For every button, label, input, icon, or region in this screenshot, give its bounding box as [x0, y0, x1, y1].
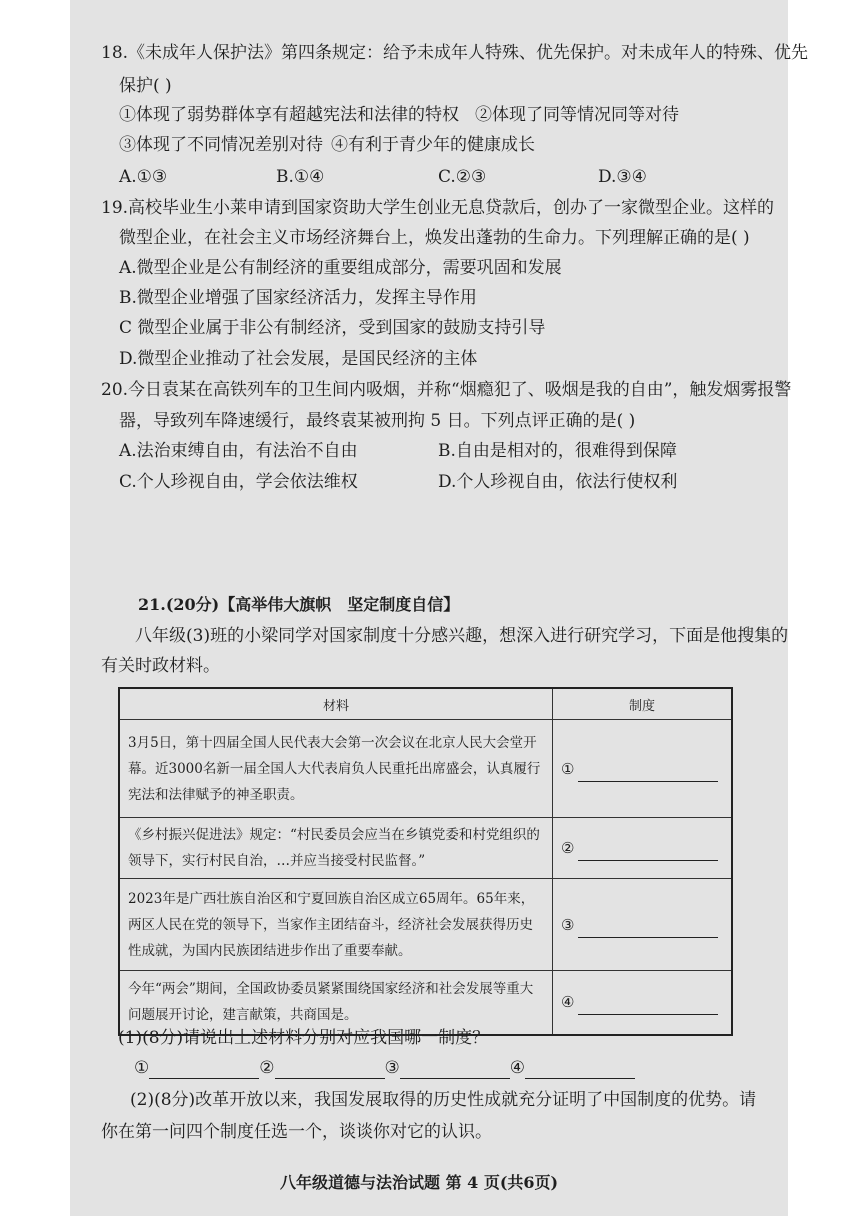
answer-blank-3[interactable]	[400, 1062, 510, 1079]
row-marker: ③	[561, 915, 575, 934]
table-row	[119, 879, 732, 971]
q18-statement-3: ③体现了不同情况差别对待	[119, 135, 323, 155]
q19-option-a: A.微型企业是公有制经济的重要组成部分，需要巩固和发展	[119, 258, 562, 278]
row-marker: ①	[561, 759, 575, 778]
q19-stem-line2: 微型企业，在社会主义市场经济舞台上，焕发出蓬勃的生命力。下列理解正确的是( )	[119, 228, 750, 248]
q21-title: 21.(20分)【高举伟大旗帜 坚定制度自信】	[138, 595, 460, 614]
q18-statement-4: ④有利于青少年的健康成长	[331, 135, 535, 155]
q19-option-b: B.微型企业增强了国家经济活力，发挥主导作用	[119, 288, 477, 308]
q21-sub1-blanks	[134, 1057, 635, 1079]
q21-sub2-line2: 你在第一问四个制度任选一个，谈谈你对它的认识。	[101, 1122, 492, 1142]
q18-option-b: B.①④	[276, 167, 325, 187]
blank-marker-3: ③	[384, 1058, 400, 1078]
material-cell: 今年“两会”期间，全国政协委员紧紧围绕国家经济和社会发展等重大问题展开讨论，建言献策，共商国是。	[119, 971, 553, 1035]
row-marker: ④	[561, 993, 575, 1012]
row-marker: ②	[561, 839, 575, 857]
q21-intro-line1: 八年级(3)班的小梁同学对国家制度十分感兴趣，想深入进行研究学习，下面是他搜集的	[135, 626, 789, 646]
q20-option-d: D.个人珍视自由，依法行使权利	[438, 472, 678, 492]
answer-cell	[553, 971, 733, 1035]
q18-option-d: D.③④	[598, 167, 647, 187]
q18-statement-2: ②体现了同等情况同等对待	[475, 105, 679, 125]
blank-marker-4: ④	[509, 1058, 525, 1078]
material-cell: 3月5日，第十四届全国人民代表大会第一次会议在北京人民大会堂开幕。近3000名新一届全国人大代表肩负人民重托出席盛会，认真履行宪法和法律赋予的神圣职责。	[119, 720, 553, 818]
page-footer: 八年级道德与法治试题 第 4 页(共6页)	[280, 1173, 559, 1192]
material-cell: 2023年是广西壮族自治区和宁夏回族自治区成立65周年。65年来，两区人民在党的领导下，当家作主团结奋斗，经济社会发展获得历史性成就，为国内民族团结进步作出了重要奉献。	[119, 879, 553, 971]
material-cell: 《乡村振兴促进法》规定：“村民委员会应当在乡镇党委和村党组织的领导下，实行村民自治，…并应当接受村民监督。”	[119, 818, 553, 879]
q20-option-a: A.法治束缚自由，有法治不自由	[119, 441, 358, 461]
q20-stem-line2: 器，导致列车降速缓行，最终袁某被刑拘 5 日。下列点评正确的是( )	[119, 411, 636, 431]
q19-option-c: C 微型企业属于非公有制经济，受到国家的鼓励支持引导	[119, 318, 546, 338]
q18-option-c: C.②③	[438, 167, 487, 187]
answer-blank-4[interactable]	[525, 1062, 635, 1079]
header-material: 材料	[119, 688, 553, 720]
q18-option-a: A.①③	[119, 167, 168, 187]
q19-stem-line1: 19.高校毕业生小莱申请到国家资助大学生创业无息贷款后，创办了一家微型企业。这样的	[101, 198, 775, 218]
answer-blank[interactable]	[578, 998, 718, 1015]
q20-option-b: B.自由是相对的，很难得到保障	[438, 441, 677, 461]
answer-blank-1[interactable]	[149, 1062, 259, 1079]
q18-stem-line1: 18.《未成年人保护法》第四条规定：给予未成年人特殊、优先保护。对未成年人的特殊、优先	[101, 43, 809, 63]
table-row	[119, 818, 732, 879]
answer-cell	[553, 720, 733, 818]
answer-blank[interactable]	[578, 844, 718, 861]
answer-cell	[553, 879, 733, 971]
answer-blank[interactable]	[578, 921, 718, 938]
q18-statement-1: ①体现了弱势群体享有超越宪法和法律的特权	[119, 105, 459, 125]
table-row	[119, 720, 732, 818]
header-system: 制度	[553, 688, 733, 720]
q20-stem-line1: 20.今日袁某在高铁列车的卫生间内吸烟，并称“烟瘾犯了、吸烟是我的自由”，触发烟雾报警	[101, 380, 792, 400]
q19-option-d: D.微型企业推动了社会发展，是国民经济的主体	[119, 349, 478, 369]
q20-option-c: C.个人珍视自由，学会依法维权	[119, 472, 358, 492]
table-row	[119, 971, 732, 1035]
answer-blank-2[interactable]	[275, 1062, 385, 1079]
q21-intro-line2: 有关时政材料。	[101, 656, 220, 676]
q21-sub2-line1: (2)(8分)改革开放以来，我国发展取得的历史性成就充分证明了中国制度的优势。请	[130, 1090, 757, 1110]
material-table	[118, 687, 733, 1036]
answer-cell	[553, 818, 733, 879]
q21-sub1: (1)(8分)请说出上述材料分别对应我国哪一制度？	[118, 1028, 490, 1048]
blank-marker-1: ①	[134, 1058, 150, 1078]
table-header-row	[119, 688, 732, 720]
q18-stem-line2: 保护( )	[119, 76, 172, 96]
answer-blank[interactable]	[578, 765, 718, 782]
blank-marker-2: ②	[259, 1058, 275, 1078]
